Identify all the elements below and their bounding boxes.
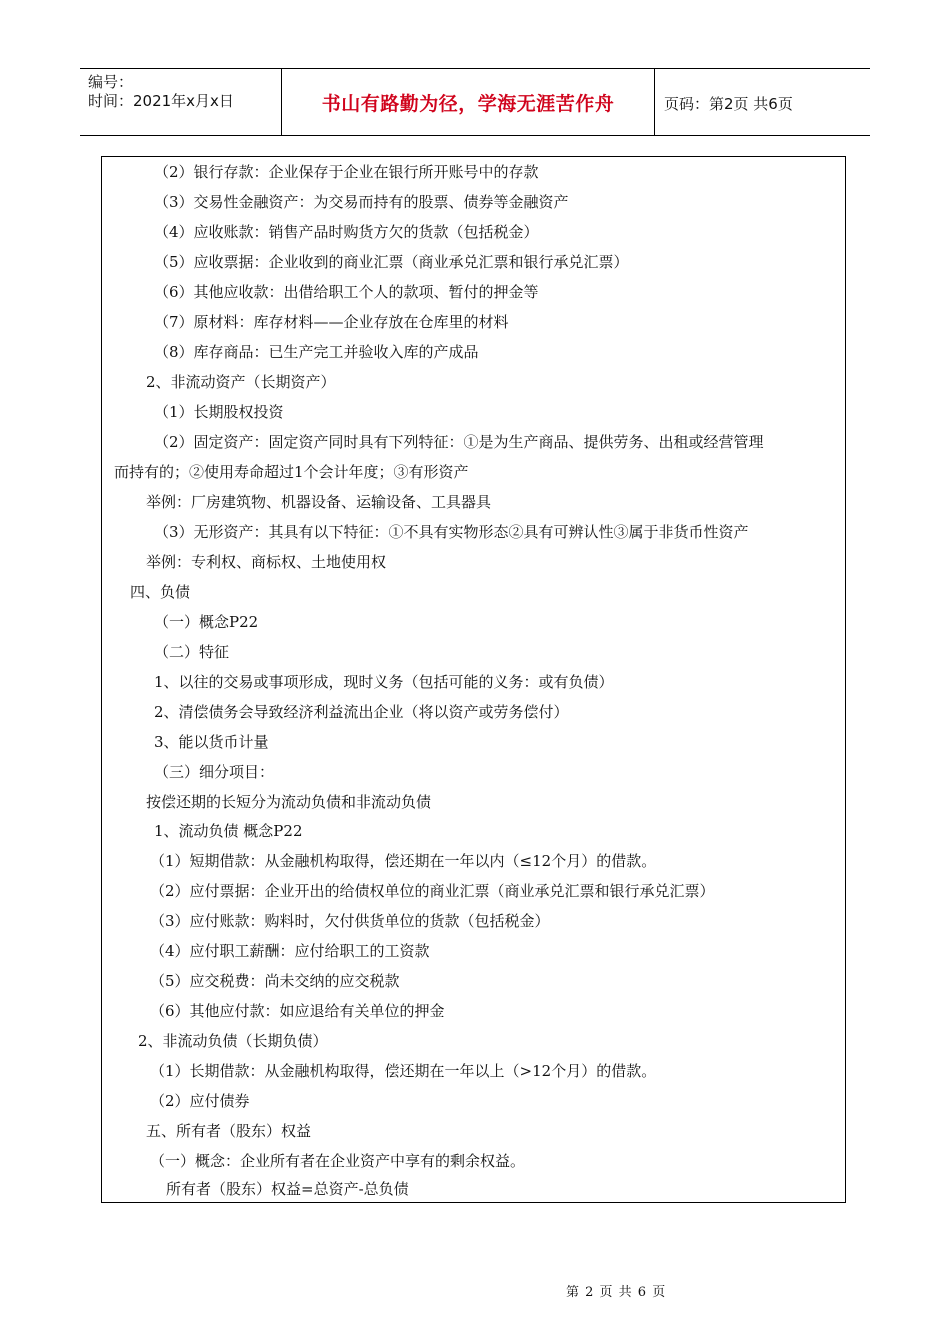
text-line: 而持有的；②使用寿命超过1个会计年度；③有形资产 xyxy=(114,463,469,481)
text-line: （2）银行存款：企业保存于企业在银行所开账号中的存款 xyxy=(154,163,539,181)
text-line: 所有者（股东）权益=总资产-总负债 xyxy=(166,1180,409,1198)
text-line: （6）其他应付款：如应退给有关单位的押金 xyxy=(150,1002,445,1020)
content-box xyxy=(101,156,846,1203)
text-line: 3、能以货币计量 xyxy=(154,733,269,751)
text-line: （5）应收票据：企业收到的商业汇票（商业承兑汇票和银行承兑汇票） xyxy=(154,253,629,271)
text-line: 2、非流动资产（长期资产） xyxy=(146,373,336,391)
text-line: 2、非流动负债（长期负债） xyxy=(138,1032,328,1050)
header-motto: 书山有路勤为径，学海无涯苦作舟 xyxy=(321,92,615,115)
text-line: 举例：厂房建筑物、机器设备、运输设备、工具器具 xyxy=(146,493,492,511)
text-line: 按偿还期的长短分为流动负债和非流动负债 xyxy=(146,793,432,811)
text-line: （2）固定资产：固定资产同时具有下列特征：①是为生产商品、提供劳务、出租或经营管理 xyxy=(154,433,764,451)
text-line: 1、以往的交易或事项形成，现时义务（包括可能的义务：或有负债） xyxy=(154,673,614,691)
text-line: （3）交易性金融资产：为交易而持有的股票、债券等金融资产 xyxy=(154,193,569,211)
text-line: （7）原材料：库存材料——企业存放在仓库里的材料 xyxy=(154,313,509,331)
text-line: （1）长期借款：从金融机构取得，偿还期在一年以上（>12个月）的借款。 xyxy=(150,1062,657,1080)
section-heading: 五、所有者（股东）权益 xyxy=(146,1122,312,1140)
text-line: （三）细分项目： xyxy=(154,763,275,781)
header-page-number: 页码：第2页 共6页 xyxy=(664,95,793,113)
section-heading: 四、负债 xyxy=(130,583,191,601)
text-line: （2）应付票据：企业开出的给债权单位的商业汇票（商业承兑汇票和银行承兑汇票） xyxy=(150,882,715,900)
text-line: （3）应付账款：购料时，欠付供货单位的货款（包括税金） xyxy=(150,912,550,930)
header-divider xyxy=(654,69,655,135)
text-line: 1、流动负债 概念P22 xyxy=(154,822,303,840)
text-line: 举例：专利权、商标权、土地使用权 xyxy=(146,553,387,571)
text-line: （一）概念：企业所有者在企业资产中享有的剩余权益。 xyxy=(150,1152,526,1170)
text-line: （1）长期股权投资 xyxy=(154,403,284,421)
text-line: 2、清偿债务会导致经济利益流出企业（将以资产或劳务偿付） xyxy=(154,703,569,721)
text-line: （4）应收账款：销售产品时购货方欠的货款（包括税金） xyxy=(154,223,539,241)
text-line: （3）无形资产：其具有以下特征：①不具有实物形态②具有可辨认性③属于非货币性资产 xyxy=(154,523,749,541)
number-label: 编号： xyxy=(88,73,134,91)
text-line: （5）应交税费：尚未交纳的应交税款 xyxy=(150,972,400,990)
date-label: 时间：2021年x月x日 xyxy=(88,92,234,110)
text-line: （1）短期借款：从金融机构取得，偿还期在一年以内（≤12个月）的借款。 xyxy=(150,852,657,870)
page-header xyxy=(80,68,870,136)
page-footer: 第 2 页 共 6 页 xyxy=(566,1285,667,1300)
text-line: （一）概念P22 xyxy=(154,613,259,631)
text-line: （4）应付职工薪酬：应付给职工的工资款 xyxy=(150,942,430,960)
text-line: （6）其他应收款：出借给职工个人的款项、暂付的押金等 xyxy=(154,283,539,301)
text-line: （8）库存商品：已生产完工并验收入库的产成品 xyxy=(154,343,479,361)
text-line: （二）特征 xyxy=(154,643,230,661)
header-meta xyxy=(88,73,234,111)
text-line: （2）应付债券 xyxy=(150,1092,250,1110)
